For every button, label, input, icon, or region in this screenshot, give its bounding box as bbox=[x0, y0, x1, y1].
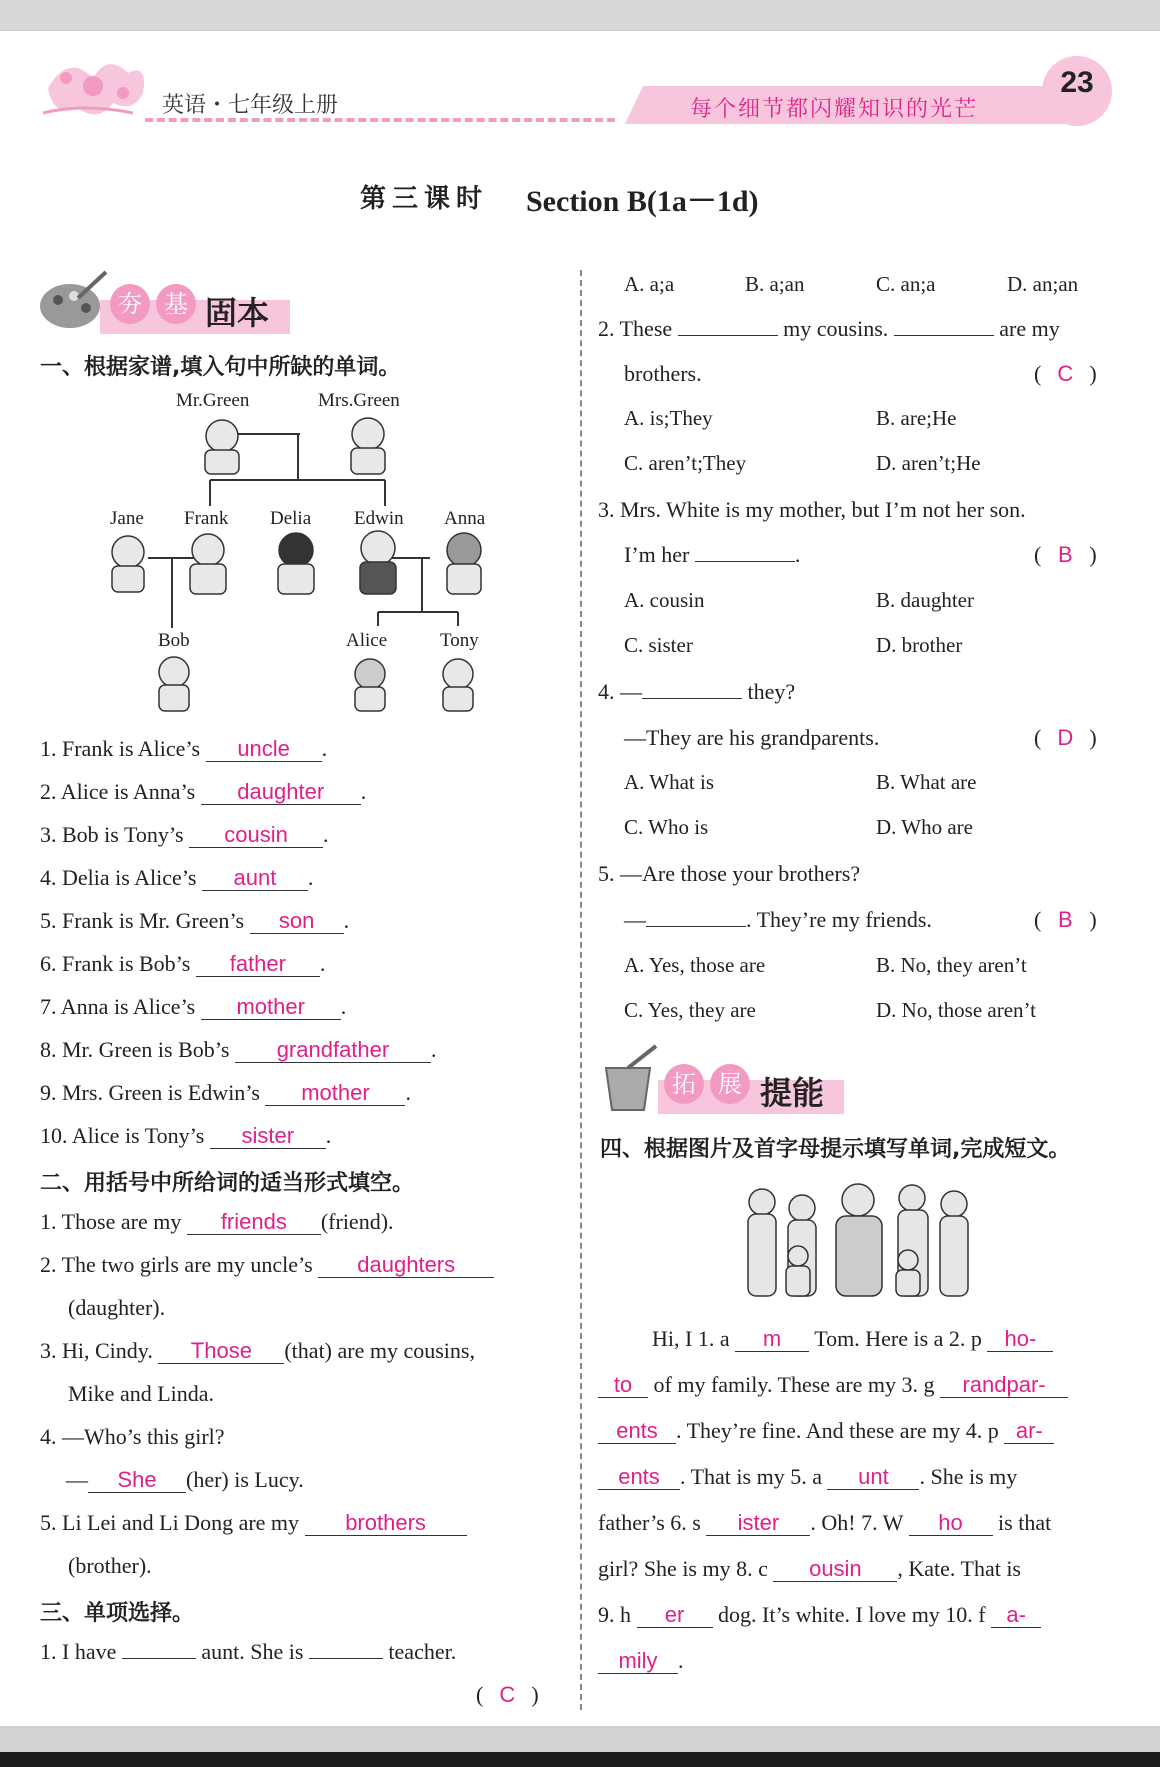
answer-blank[interactable]: randpar- bbox=[940, 1373, 1068, 1398]
tree-label-mr-green: Mr.Green bbox=[176, 390, 250, 411]
passage-line-5: father’s 6. s ister . Oh! 7. W ho is that bbox=[598, 1510, 1052, 1535]
part3-heading: 三、单项选择。 bbox=[40, 1601, 195, 1626]
tree-label-edwin: Edwin bbox=[354, 508, 404, 529]
part3-q3-option-d[interactable]: D. brother bbox=[876, 633, 963, 657]
banner-title: 固本 bbox=[205, 294, 270, 332]
part1-heading: 一、根据家谱,填入句中所缺的单词。 bbox=[40, 355, 401, 380]
family-photo-illustration bbox=[740, 1180, 980, 1304]
tree-label-alice: Alice bbox=[346, 630, 388, 651]
part1-item-6: 6. Frank is Bob’s father . bbox=[40, 951, 326, 976]
part3-q3-choice: ( B ) bbox=[1034, 542, 1097, 567]
answer-blank[interactable]: to bbox=[598, 1373, 648, 1398]
part1-item-3: 3. Bob is Tony’s cousin . bbox=[40, 822, 329, 847]
part3-q2-option-d[interactable]: D. aren’t;He bbox=[876, 451, 981, 475]
passage-line-6: girl? She is my 8. c ousin , Kate. That is bbox=[598, 1556, 1021, 1581]
banner2-char-1: 拓 bbox=[664, 1064, 704, 1104]
part1-item-8: 8. Mr. Green is Bob’s grandfather . bbox=[40, 1037, 437, 1062]
part4-heading: 四、根据图片及首字母提示填写单词,完成短文。 bbox=[600, 1137, 1071, 1162]
part1-item-2: 2. Alice is Anna’s daughter . bbox=[40, 779, 367, 804]
answer-blank[interactable]: ents bbox=[598, 1465, 680, 1490]
part1-item-1: 1. Frank is Alice’s uncle . bbox=[40, 736, 328, 761]
part3-q3-option-a[interactable]: A. cousin bbox=[624, 588, 705, 612]
passage-line-7: 9. h er dog. It’s white. I love my 10. f a- bbox=[598, 1602, 1041, 1628]
lesson-title: 第三课时 bbox=[360, 184, 489, 214]
part3-q5-choice: ( B ) bbox=[1034, 907, 1097, 932]
passage-line-1: Hi, I 1. a m Tom. Here is a 2. p ho- bbox=[652, 1326, 1053, 1352]
part3-q5-option-b[interactable]: B. No, they aren’t bbox=[876, 953, 1027, 977]
header-slogan: 每个细节都闪耀知识的光芒 bbox=[690, 97, 979, 122]
part3-q5-option-a[interactable]: A. Yes, those are bbox=[624, 953, 766, 977]
part3-q4-choice: ( D ) bbox=[1034, 725, 1097, 750]
passage-line-3: ents . They’re fine. And these are my 4. p ar- bbox=[598, 1418, 1054, 1444]
question-blank bbox=[122, 1658, 196, 1659]
part3-q2-choice: ( C ) bbox=[1034, 361, 1097, 386]
answer-blank[interactable]: Those bbox=[158, 1339, 284, 1364]
part3-q5-cont: — . They’re my friends. bbox=[624, 907, 932, 932]
question-blank bbox=[642, 698, 742, 699]
part3-q1-option-c[interactable]: C. an;a bbox=[876, 272, 936, 296]
part3-q2: 2. These my cousins. are my bbox=[598, 316, 1060, 341]
passage-line-8: mily . bbox=[598, 1648, 684, 1674]
tree-label-tony: Tony bbox=[440, 630, 479, 651]
part2-item-2-cont: (daughter). bbox=[68, 1295, 166, 1320]
answer-blank[interactable]: er bbox=[637, 1603, 713, 1628]
banner2-char-2: 展 bbox=[710, 1064, 750, 1104]
part1-item-4: 4. Delia is Alice’s aunt . bbox=[40, 865, 314, 890]
part3-q2-cont: brothers. bbox=[624, 361, 702, 386]
part2-item-5: 5. Li Lei and Li Dong are my brothers bbox=[40, 1510, 467, 1536]
part3-q1-option-a[interactable]: A. a;a bbox=[624, 272, 675, 296]
part1-item-10: 10. Alice is Tony’s sister . bbox=[40, 1123, 332, 1148]
family-tree bbox=[110, 388, 490, 718]
part1-item-5: 5. Frank is Mr. Green’s son . bbox=[40, 908, 350, 933]
answer-blank[interactable]: mily bbox=[598, 1649, 678, 1674]
paint-bucket-icon bbox=[598, 1044, 660, 1114]
tree-label-bob: Bob bbox=[158, 630, 190, 651]
answer-blank[interactable]: m bbox=[735, 1327, 809, 1352]
part3-q3-option-b[interactable]: B. daughter bbox=[876, 588, 974, 612]
part3-q3-option-c[interactable]: C. sister bbox=[624, 633, 693, 657]
part1-item-9: 9. Mrs. Green is Edwin’s mother . bbox=[40, 1080, 411, 1105]
tree-label-anna: Anna bbox=[444, 508, 486, 529]
part3-q1-option-d[interactable]: D. an;an bbox=[1007, 272, 1079, 296]
part2-item-5-cont: (brother). bbox=[68, 1553, 152, 1578]
answer-blank[interactable]: aunt bbox=[202, 866, 308, 891]
question-blank bbox=[309, 1658, 383, 1659]
viewer-bottom-margin bbox=[0, 1726, 1160, 1752]
part3-q1: 1. I have aunt. She is teacher. bbox=[40, 1639, 457, 1664]
palette-icon bbox=[38, 268, 108, 334]
answer-blank[interactable]: cousin bbox=[189, 823, 323, 848]
part2-item-3-cont: Mike and Linda. bbox=[68, 1381, 215, 1406]
section-title: Section B(1a－1d) bbox=[526, 185, 759, 218]
header-dashed-rule bbox=[145, 118, 615, 122]
part3-q2-option-a[interactable]: A. is;They bbox=[624, 406, 713, 430]
part2-item-1: 1. Those are my friends (friend). bbox=[40, 1209, 394, 1234]
answer-blank[interactable]: ousin bbox=[773, 1557, 897, 1582]
viewer-bottom-bar bbox=[0, 1752, 1160, 1767]
part3-q4-option-a[interactable]: A. What is bbox=[624, 770, 715, 794]
answer-blank[interactable]: father bbox=[196, 952, 320, 977]
answer-blank[interactable]: ar- bbox=[1004, 1419, 1054, 1444]
answer-blank[interactable]: daughter bbox=[201, 780, 361, 805]
banner-char-1: 夯 bbox=[110, 284, 150, 324]
answer-blank[interactable]: mother bbox=[201, 995, 341, 1020]
part3-q4-cont: —They are his grandparents. bbox=[624, 725, 880, 750]
question-blank bbox=[894, 335, 994, 336]
answer-blank[interactable]: a- bbox=[991, 1603, 1041, 1628]
answer-blank[interactable]: She bbox=[88, 1468, 186, 1493]
column-divider bbox=[580, 270, 582, 1710]
part2-item-3: 3. Hi, Cindy. Those (that) are my cousins, bbox=[40, 1338, 475, 1363]
answer-blank[interactable]: grandfather bbox=[235, 1038, 431, 1063]
part3-q2-option-c[interactable]: C. aren’t;They bbox=[624, 451, 747, 475]
tree-label-jane: Jane bbox=[110, 508, 144, 529]
tree-label-frank: Frank bbox=[184, 508, 229, 529]
part3-q4: 4. — they? bbox=[598, 679, 796, 704]
part2-item-4-answer: — She (her) is Lucy. bbox=[66, 1467, 304, 1492]
answer-blank[interactable]: uncle bbox=[206, 737, 322, 762]
page-number: 23 bbox=[1060, 66, 1094, 99]
answer-blank[interactable]: daughters bbox=[318, 1253, 494, 1278]
flower-decoration-icon bbox=[38, 48, 148, 128]
passage-line-4: ents . That is my 5. a unt . She is my bbox=[598, 1464, 1017, 1490]
header-subject: 英语・七年级上册 bbox=[162, 93, 339, 118]
answer-blank[interactable]: mother bbox=[265, 1081, 405, 1106]
question-blank bbox=[678, 335, 778, 336]
part3-q3-cont: I’m her . bbox=[624, 542, 801, 567]
part3-q5-option-d[interactable]: D. No, those aren’t bbox=[876, 998, 1036, 1022]
part3-q4-option-c[interactable]: C. Who is bbox=[624, 815, 709, 839]
viewer-top-bar bbox=[0, 0, 1160, 31]
answer-blank[interactable]: ho- bbox=[987, 1327, 1053, 1352]
answer-blank[interactable]: unt bbox=[827, 1465, 919, 1490]
answer-blank[interactable]: son bbox=[250, 909, 344, 934]
part2-heading: 二、用括号中所给词的适当形式填空。 bbox=[40, 1171, 415, 1196]
part3-q5-option-c[interactable]: C. Yes, they are bbox=[624, 998, 756, 1022]
tree-label-mrs-green: Mrs.Green bbox=[318, 390, 400, 411]
question-blank bbox=[646, 926, 746, 927]
answer-blank[interactable]: brothers bbox=[305, 1511, 467, 1536]
part3-q1-choice: ( C ) bbox=[476, 1682, 539, 1707]
passage-line-2: to of my family. These are my 3. g randpar- bbox=[598, 1372, 1068, 1398]
answer-blank[interactable]: ister bbox=[706, 1511, 810, 1536]
answer-blank[interactable]: friends bbox=[187, 1210, 321, 1235]
part2-item-4: 4. —Who’s this girl? bbox=[40, 1424, 225, 1449]
question-blank bbox=[695, 561, 795, 562]
family-tree-lines bbox=[110, 388, 490, 718]
part2-item-2: 2. The two girls are my uncle’s daughters bbox=[40, 1252, 494, 1278]
part3-q4-option-d[interactable]: D. Who are bbox=[876, 815, 973, 839]
part3-q4-option-b[interactable]: B. What are bbox=[876, 770, 977, 794]
part3-q1-option-b[interactable]: B. a;an bbox=[745, 272, 805, 296]
part3-q2-option-b[interactable]: B. are;He bbox=[876, 406, 957, 430]
answer-blank[interactable]: ho bbox=[909, 1511, 993, 1536]
tree-label-delia: Delia bbox=[270, 508, 312, 529]
part3-q5: 5. —Are those your brothers? bbox=[598, 861, 861, 886]
answer-blank[interactable]: ents bbox=[598, 1419, 676, 1444]
part1-item-7: 7. Anna is Alice’s mother . bbox=[40, 994, 347, 1019]
part3-q3: 3. Mrs. White is my mother, but I’m not her son. bbox=[598, 497, 1026, 522]
answer-blank[interactable]: sister bbox=[210, 1124, 326, 1149]
banner2-title: 提能 bbox=[760, 1074, 825, 1112]
banner-char-2: 基 bbox=[156, 284, 196, 324]
